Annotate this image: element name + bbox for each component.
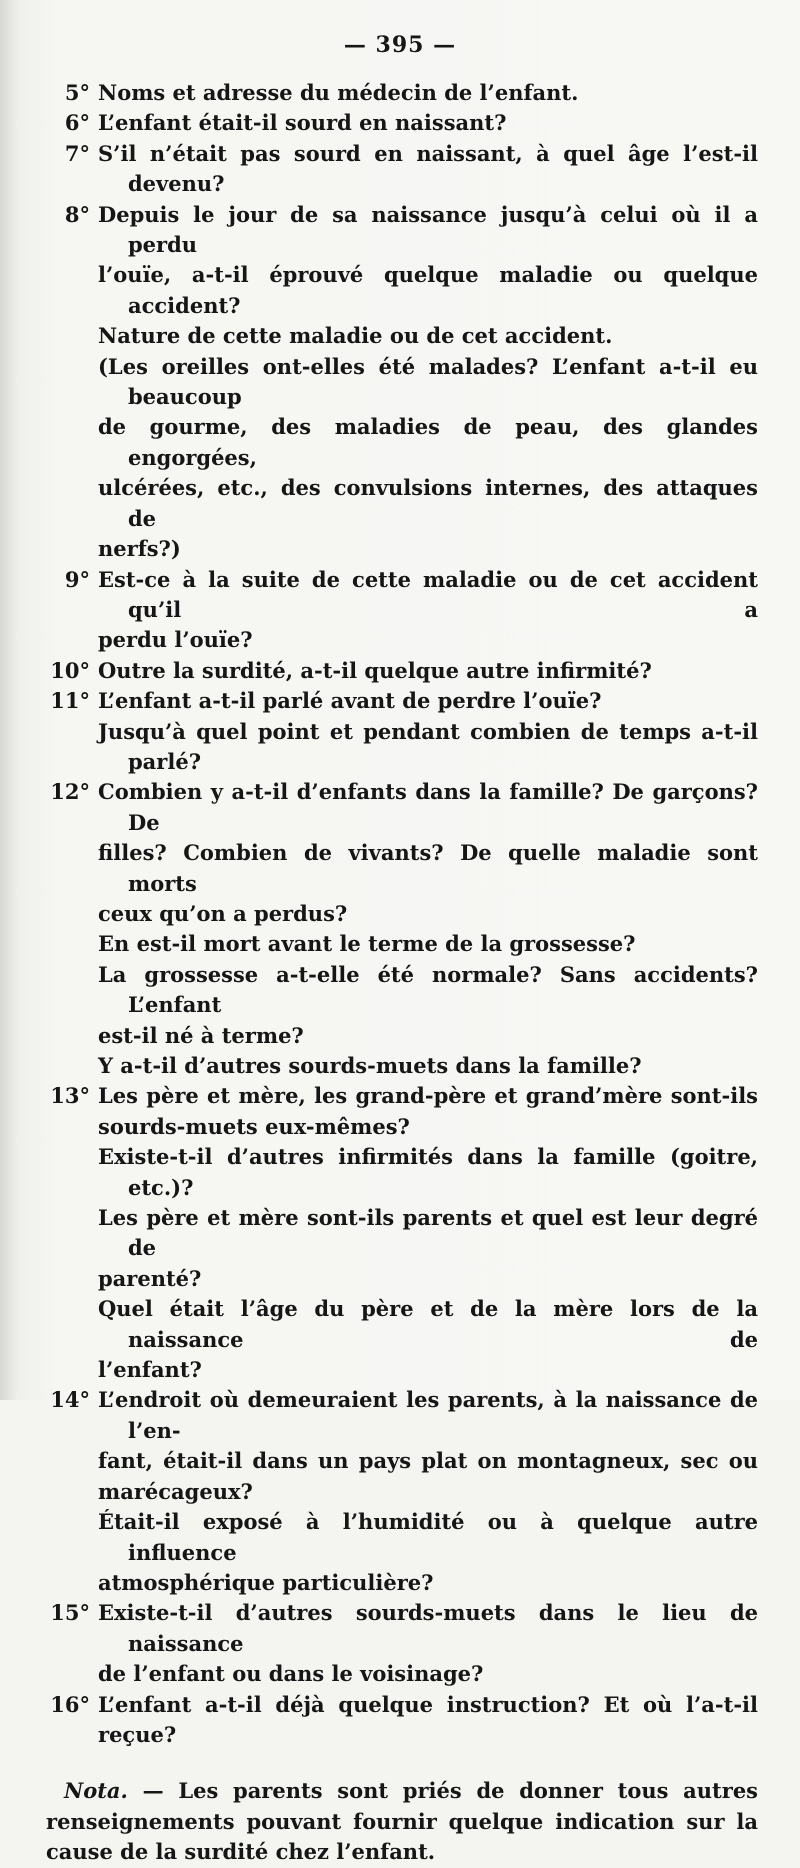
text-line: sourds-muets eux-mêmes? — [98, 1113, 410, 1139]
question-text — [98, 929, 758, 959]
question-number: 13° — [50, 1083, 90, 1109]
text-line: parenté? — [98, 1265, 202, 1291]
question-subitem — [46, 352, 758, 565]
question-item — [46, 108, 758, 138]
question-subitem — [46, 1507, 758, 1598]
question-text — [98, 1051, 758, 1081]
question-number: 16° — [50, 1691, 90, 1717]
question-subitem — [46, 929, 758, 959]
question-text — [98, 1598, 758, 1689]
text-line: l’enfant? — [98, 1357, 202, 1383]
text-line: est-il né à terme? — [98, 1022, 304, 1048]
text-line: Est-ce à la suite de cette maladie ou de cet accident qu’il a — [98, 566, 758, 622]
question-text — [98, 1081, 758, 1142]
nota-label: Nota. — [64, 1778, 128, 1804]
text-line: Quel était l’âge du père et de la mère lors de la naissance de — [98, 1296, 758, 1352]
question-text — [98, 565, 758, 656]
question-item — [46, 777, 758, 929]
nota-text: — Les parents sont priés de donner tous autres renseignements pouvant fournir quelque indication sur la cause de la surdité chez l’enfant. — [46, 1778, 758, 1865]
text-line: L’enfant était-il sourd en naissant? — [98, 110, 507, 136]
question-subitem — [46, 960, 758, 1051]
question-subitem — [46, 1142, 758, 1203]
question-text — [98, 717, 758, 778]
questionnaire — [46, 78, 758, 1868]
question-item — [46, 1385, 758, 1507]
text-line: nerfs?) — [98, 536, 181, 562]
text-line: l’ouïe, a-t-il éprouvé quelque maladie ou quelque accident? — [98, 262, 758, 318]
question-text — [98, 1385, 758, 1507]
question-text — [98, 1690, 758, 1751]
question-subitem — [46, 717, 758, 778]
text-line: Y a-t-il d’autres sourds-muets dans la famille? — [98, 1053, 642, 1078]
text-line: perdu l’ouïe? — [98, 627, 253, 653]
text-line: En est-il mort avant le terme de la grossesse? — [98, 931, 636, 957]
question-item — [46, 200, 758, 352]
text-line: Les père et mère, les grand-père et grand’mère sont-ils — [98, 1083, 758, 1109]
nota-paragraph — [46, 1776, 758, 1867]
text-line: reçue? — [98, 1721, 177, 1747]
text-line: atmosphérique particulière? — [98, 1569, 434, 1595]
text-line: L’enfant a-t-il déjà quelque instruction? Et où l’a-t-il — [98, 1691, 758, 1717]
page-number: — 395 — — [343, 32, 457, 58]
question-number: 14° — [50, 1387, 90, 1413]
question-text — [98, 1142, 758, 1203]
question-text — [98, 656, 758, 686]
text-line: Noms et adresse du médecin de l’enfant. — [98, 80, 579, 105]
text-line: Outre la surdité, a-t-il quelque autre infirmité? — [98, 657, 652, 683]
question-text — [98, 139, 758, 200]
text-line: de l’enfant ou dans le voisinage? — [98, 1661, 484, 1687]
text-line: Nature de cette maladie ou de cet accident. — [98, 323, 613, 349]
text-line: L’endroit où demeuraient les parents, à la naissance de l’en- — [98, 1387, 758, 1443]
question-item — [46, 1081, 758, 1142]
question-text — [98, 78, 758, 108]
question-text — [98, 200, 758, 352]
question-text — [98, 1203, 758, 1294]
text-line: S’il n’était pas sourd en naissant, à quel âge l’est-il devenu? — [98, 140, 758, 197]
text-line: Jusqu’à quel point et pendant combien de temps a-t-il parlé? — [98, 718, 758, 774]
question-text — [98, 108, 758, 138]
question-number: 10° — [50, 657, 90, 683]
question-text — [98, 1507, 758, 1598]
question-subitem — [46, 1294, 758, 1385]
question-subitem — [46, 1203, 758, 1294]
text-line: Existe-t-il d’autres infirmités dans la famille (goitre, etc.)? — [98, 1144, 758, 1200]
question-number: 8° — [64, 201, 90, 227]
text-line: fant, était-il dans un pays plat on montagneux, sec ou — [98, 1448, 758, 1474]
question-text — [98, 1294, 758, 1385]
question-number: 5° — [64, 80, 90, 105]
question-number: 7° — [64, 140, 90, 166]
text-line: Existe-t-il d’autres sourds-muets dans le lieu de naissance — [98, 1600, 758, 1656]
question-number: 9° — [64, 566, 90, 592]
text-line: ceux qu’on a perdus? — [98, 900, 348, 926]
question-number: 15° — [50, 1600, 90, 1626]
question-item — [46, 1598, 758, 1689]
text-line: Était-il exposé à l’humidité ou à quelque autre influence — [98, 1509, 758, 1565]
text-line: de gourme, des maladies de peau, des glandes engorgées, — [98, 414, 758, 470]
question-text — [98, 352, 758, 565]
question-item — [46, 139, 758, 200]
question-item — [46, 656, 758, 686]
question-number: 11° — [50, 688, 90, 714]
text-line: filles? Combien de vivants? De quelle maladie sont morts — [98, 840, 758, 896]
text-line: ulcérées, etc., des convulsions internes, des attaques de — [98, 475, 758, 531]
text-line: (Les oreilles ont-elles été malades? L’enfant a-t-il eu beaucoup — [98, 353, 758, 410]
question-text — [98, 686, 758, 716]
text-line: Les père et mère sont-ils parents et quel est leur degré de — [98, 1205, 758, 1261]
question-text — [98, 777, 758, 929]
text-line: L’enfant a-t-il parlé avant de perdre l’ouïe? — [98, 688, 602, 714]
question-item — [46, 78, 758, 108]
question-number: 12° — [50, 779, 90, 805]
question-number: 6° — [64, 110, 90, 136]
text-line: Depuis le jour de sa naissance jusqu’à celui où il a perdu — [98, 201, 758, 258]
text-line: La grossesse a-t-elle été normale? Sans accidents? L’enfant — [98, 961, 758, 1018]
text-line: marécageux? — [98, 1478, 253, 1504]
question-item — [46, 686, 758, 716]
text-line: Combien y a-t-il d’enfants dans la famille? De garçons? De — [98, 779, 758, 835]
question-item — [46, 565, 758, 656]
question-subitem — [46, 1051, 758, 1081]
question-item — [46, 1690, 758, 1751]
question-text — [98, 960, 758, 1051]
